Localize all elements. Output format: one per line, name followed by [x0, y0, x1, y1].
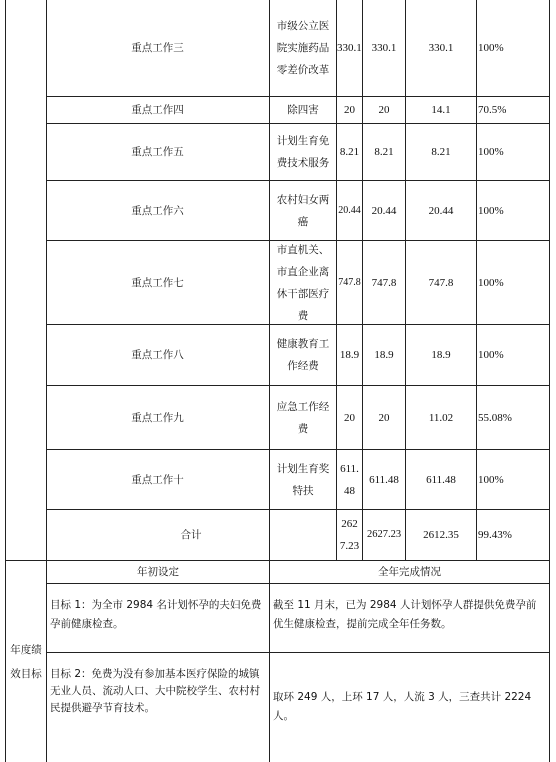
row-budget: 330.1	[337, 42, 362, 54]
row-name: 重点工作十	[131, 473, 184, 486]
row-name: 重点工作八	[131, 349, 184, 361]
row-rate: 100%	[478, 349, 504, 361]
row-adjusted: 747.8	[371, 276, 397, 289]
row-adjusted: 330.1	[371, 42, 397, 54]
row-rate: 100%	[478, 204, 504, 217]
row-adjusted: 18.9	[374, 349, 394, 361]
row-item: 农村妇女两癌	[276, 193, 330, 228]
row-budget: 611.48	[340, 462, 359, 497]
row-name: 重点工作六	[131, 204, 184, 217]
goals-section-label: 年度绩效目标	[10, 643, 42, 680]
goals-header-done: 全年完成情况	[378, 566, 441, 578]
row-budget: 18.9	[339, 349, 360, 361]
row-adjusted: 20	[378, 104, 390, 116]
row-rate: 70.5%	[478, 104, 507, 116]
row-executed: 18.9	[431, 349, 451, 361]
row-adjusted: 20	[378, 411, 390, 424]
row-item: 应急工作经费	[276, 400, 330, 435]
row-executed: 8.21	[431, 146, 451, 158]
row-executed: 611.48	[426, 473, 456, 486]
row-name: 重点工作三	[131, 42, 184, 54]
row-executed: 14.1	[431, 104, 451, 116]
row-rate: 100%	[478, 473, 504, 486]
row-rate: 100%	[478, 276, 504, 289]
row-budget: 747.8	[338, 276, 361, 288]
row-executed: 11.02	[428, 411, 454, 424]
row-executed: 20.44	[428, 204, 454, 217]
row-budget: 20	[344, 411, 355, 424]
row-executed: 747.8	[428, 276, 454, 289]
goal-1-text: 目标 1：为全市 2984 名计划怀孕的夫妇免费孕前健康检查。	[50, 599, 262, 630]
row-rate: 100%	[478, 42, 504, 54]
row-budget: 8.21	[339, 146, 360, 158]
total-executed: 2612.35	[423, 529, 459, 541]
total-rate: 99.43%	[478, 529, 512, 541]
row-item: 市直机关、市直企业离休干部医疗费	[276, 243, 330, 322]
row-executed: 330.1	[428, 42, 454, 54]
total-label: 合计	[180, 529, 202, 541]
row-adjusted: 20.44	[371, 204, 397, 217]
row-item: 健康教育工作经费	[276, 338, 330, 372]
total-adjusted: 2627.23	[366, 529, 402, 540]
row-budget: 20.44	[338, 204, 361, 216]
goals-header-plan: 年初设定	[137, 566, 179, 578]
goal-2-result: 取环 249 人，上环 17 人，人流 3 人，三查共计 2224 人。	[273, 691, 532, 722]
row-budget: 20	[344, 104, 355, 116]
goal-2-text: 目标 2：免费为没有参加基本医疗保险的城镇无业人员、流动人口、大中院校学生、农村村民提供避孕节育技术。	[50, 668, 260, 714]
row-item: 市级公立医院实施药品零差价改革	[276, 20, 330, 76]
row-rate: 55.08%	[478, 411, 512, 424]
row-adjusted: 8.21	[374, 146, 394, 158]
total-budget: 2627.23	[339, 518, 360, 552]
row-name: 重点工作五	[131, 146, 184, 158]
row-rate: 100%	[478, 146, 504, 158]
row-name: 重点工作七	[131, 276, 184, 289]
row-name: 重点工作九	[131, 411, 184, 424]
goal-1-result: 截至 11 月末，已为 2984 人计划怀孕人群提供免费孕前优生健康检查，提前完成全年任务数。	[273, 599, 537, 630]
row-name: 重点工作四	[131, 104, 184, 116]
row-item: 除四害	[287, 104, 319, 116]
row-item: 计划生育免费技术服务	[276, 135, 330, 169]
row-adjusted: 611.48	[369, 473, 399, 486]
row-item: 计划生育奖特扶	[276, 462, 330, 497]
